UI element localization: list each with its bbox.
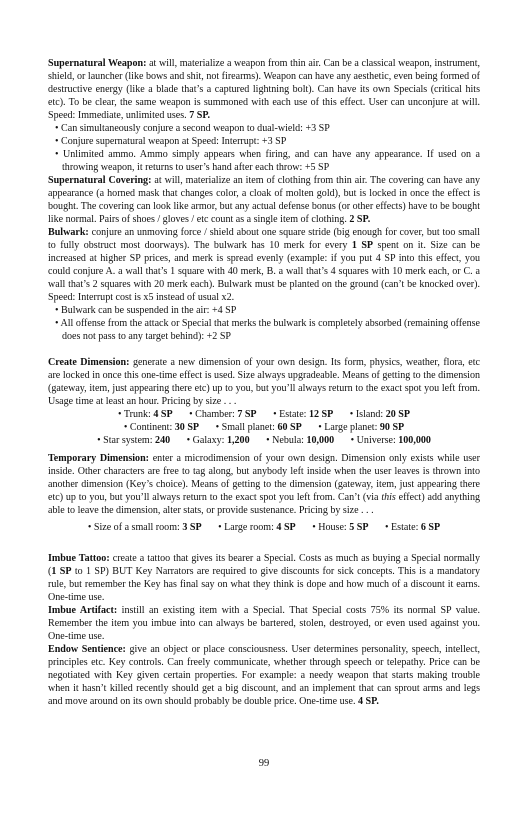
bullet-item: • Bulwark can be suspended in the air: +4 SP [55,305,237,316]
price-item: • Island: 20 SP [349,409,410,420]
section-body: at will, materialize a weapon from thin air. Can be a classical weapon, instrument, shield, or launcher (like bows and shit, not firearms). Weapon can have any aesthetic, even being formed of destructive energy (like a blade that’s a captured lightning bolt). Can have its own Specials (critical hits etc). To be clear, the same weapon is summoned with each use of this effect. User can unconjure at will. Speed: Immediate, unlimited uses. [48,58,480,121]
bulwark-paragraph [48,226,480,304]
supernatural-covering-paragraph [48,174,480,226]
dimension-price-row [48,408,480,421]
section-title: Imbue Tattoo: [48,553,110,564]
section-cost: 4 SP. [358,696,379,707]
supernatural-weapon-paragraph [48,57,480,122]
page-number: 99 [258,758,270,769]
imbue-tattoo-paragraph [48,552,480,604]
bullet-item: • Can simultaneously conjure a second weapon to dual-wield: +3 SP [55,123,330,134]
section-body: effect) add anything able to leave the dimension, alter stats, or provide sustenance. Pricing by size . . . [48,492,480,516]
section-body: to 1 SP) BUT Key Narrators are required to give discounts for sick concepts. This is a mandatory rule, but remember the Key has final say on what they think is dope and how much of a discount it earns. One-time use. [48,566,480,603]
dimension-price-row [48,421,480,434]
section-body: conjure an unmoving force / shield about one square stride (big enough for cover, but too small to fully obstruct most doorways). The bulwark has 10 merk for every [48,227,480,251]
section-body: instill an existing item with a Special. That Special costs 75% its normal SP value. Remember the item you imbue into can always be bartered, stolen, destroyed, or even used against you. One-time use. [48,605,480,642]
section-cost: 1 SP [351,240,374,251]
price-item: • Galaxy: 1,200 [186,435,250,446]
section-body: give an object or place consciousness. User determines personality, speech, intellect, principles etc. Key controls. Can freely communicate, whether through speech or telepathy. Price can be negotiated with Key given certain properties. For example: a needy weapon that starts making trouble when it hasn’t killed recently should get a big discount, and an implement that can sprout arms and legs and move around on its own should probably be double price. One-time use. [48,644,481,707]
section-cost: 7 SP. [189,110,211,121]
dimension-price-row [48,434,480,447]
price-item: • Trunk: 4 SP [118,409,173,420]
price-item: • Chamber: 7 SP [189,409,257,420]
imbue-artifact-paragraph [48,604,480,643]
temp-dimension-price-row [48,521,480,534]
section-body: generate a new dimension of your own design. Its form, physics, weather, flora, etc are locked in once this one-time effect is used. Size always upgradeable. Means of getting to the dimension (gateway, item, just appearing there etc) up to you, but you’ll always return to the exact spot you left from. Usage time at least an hour. Pricing by size . . . [48,357,480,407]
page-content [48,57,480,708]
section-title: Endow Sentience: [48,644,126,655]
section-title: Temporary Dimension: [48,453,150,464]
create-dimension-paragraph [48,356,480,408]
price-item: • Estate: 12 SP [273,409,334,420]
section-cost: 2 SP. [349,214,371,225]
bullet-item: • Conjure supernatural weapon at Speed: Interrupt: +3 SP [55,136,287,147]
section-body: at will, materialize an item of clothing from thin air. The covering can have any appearance (a horned mask that changes color, a cloak of molten gold), but is locked in once the effect is bought. The covering can look like armor, but any actual defense bonus (or other effects) have to be bought like normal. Pairs of shoes / gloves / etc count as a single item of clothing. [48,175,481,225]
price-item: • Universe: 100,000 [350,435,431,446]
price-item: • House: 5 SP [312,522,369,533]
temporary-dimension-paragraph [48,452,480,517]
section-title: Bulwark: [48,227,89,238]
price-item: • Estate: 6 SP [385,522,441,533]
bullet-item: • All offense from the attack or Special that merks the bulwark is completely absorbed (remaining offense does not pass to any target behind): +2 SP [55,318,480,342]
section-italic: this [381,492,396,503]
section-body: enter a microdimension of your own design. Dimension only exists while user inside. Other characters are free to tag along, but anybody left inside when the user leaves is thrown into another dimension (Key’s choice). Means of getting to the dimension (gateway, item, just appearing there etc) up to you, but you’ll always return to the exact spot you left from. Can’t (via [48,453,480,503]
price-item: • Continent: 30 SP [123,422,200,433]
section-title: Imbue Artifact: [48,605,118,616]
price-item: • Small planet: 60 SP [215,422,302,433]
section-title: Create Dimension: [48,357,130,368]
section-cost: 1 SP [51,566,72,577]
price-item: • Star system: 240 [97,435,171,446]
section-body: spent on it. Size can be increased at higher SP prices, and merk is spread evenly (example: if you put 4 SP into this effect, you could conjure A. a wall that’s 1 square with 40 merk, B. a wall that’s 4 squares with 10 merk each, or C. a wall that’s 2 squares with 20 merk each). Bulwark must be planted on the ground (can’t be knocked over). Speed: Interrupt cost is x5 instead of usual x2. [48,240,481,303]
section-title: Supernatural Weapon: [48,58,147,69]
price-item: • Nebula: 10,000 [266,435,335,446]
endow-sentience-paragraph [48,643,480,708]
price-item: • Size of a small room: 3 SP [87,522,202,533]
price-item: • Large room: 4 SP [218,522,296,533]
bullet-item: • Unlimited ammo. Ammo simply appears when firing, and can have any appearance. If used on a throwing weapon, it returns to user’s hand after each throw: +5 SP [55,149,480,173]
price-item: • Large planet: 90 SP [318,422,405,433]
section-body: create a tattoo that gives its bearer a Special. Costs as much as buying a Special normally ( [48,553,480,577]
section-title: Supernatural Covering: [48,175,152,186]
